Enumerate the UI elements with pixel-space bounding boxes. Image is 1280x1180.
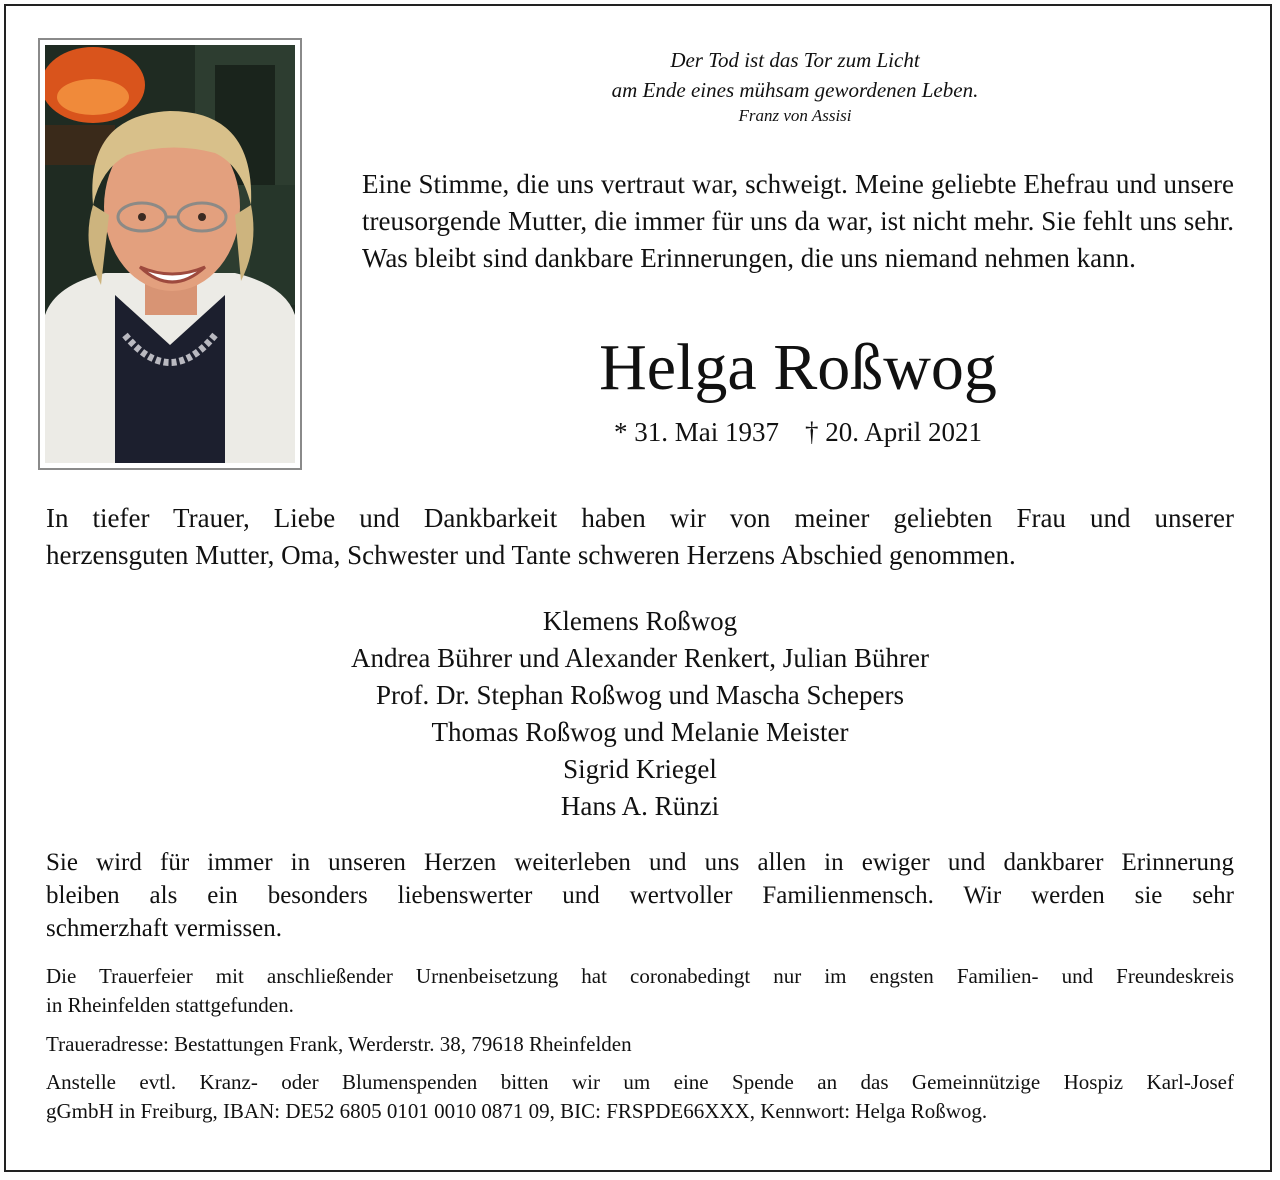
ceremony-line-1: Die Trauerfeier mit anschließender Urnenbeisetzung hat coronabedingt nur im engsten Familien- und Freundeskreis — [46, 964, 1234, 988]
mourning-address — [46, 1030, 1234, 1059]
intro-text: Eine Stimme, die uns vertraut war, schweigt. Meine geliebte Ehefrau und unsere treusorgende Mutter, die immer für uns da war, ist nicht mehr. Sie fehlt uns sehr. Was bleibt sind dankbare Erinnerungen, die uns niemand nehmen kann. — [362, 169, 1234, 273]
mourners-list — [240, 603, 1040, 825]
ceremony-notice — [46, 962, 1234, 1020]
quote-line-2: am Ende eines mühsam gewordenen Leben. — [611, 78, 979, 102]
donation-line-2: gGmbH in Freiburg, IBAN: DE52 6805 0101 0010 0871 09, BIC: FRSPDE66XXX, Kennwort: Helga Roßwog. — [46, 1099, 988, 1123]
death-date: † 20. April 2021 — [804, 417, 982, 447]
mourner-name: Prof. Dr. Stephan Roßwog und Mascha Schepers — [376, 680, 904, 710]
remembrance-text — [46, 846, 1234, 945]
quote-author: Franz von Assisi — [738, 106, 852, 125]
address-line: Traueradresse: Bestattungen Frank, Werderstr. 38, 79618 Rheinfelden — [46, 1032, 632, 1056]
remembrance-line-1: Sie wird für immer in unseren Herzen weiterleben und uns allen in ewiger und dankbarer Erinnerung — [46, 849, 1234, 876]
portrait-photo-icon — [45, 45, 295, 463]
remembrance-line-2: bleiben als ein besonders liebenswerter und wertvoller Familienmensch. Wir werden sie sehr — [46, 882, 1234, 909]
mourner-name: Thomas Roßwog und Melanie Meister — [431, 717, 849, 747]
donation-notice — [46, 1068, 1234, 1126]
announcement-text — [46, 500, 1234, 574]
announcement-line-1: In tiefer Trauer, Liebe und Dankbarkeit haben wir von meiner geliebten Frau und unserer — [46, 503, 1234, 533]
mourner-name: Andrea Bührer und Alexander Renkert, Julian Bührer — [350, 643, 930, 673]
birth-date: * 31. Mai 1937 — [613, 417, 779, 447]
quote-line-1: Der Tod ist das Tor zum Licht — [670, 48, 920, 72]
life-dates — [362, 414, 1234, 450]
mourner-name: Sigrid Kriegel — [563, 754, 717, 784]
mourner-name: Klemens Roßwog — [542, 606, 738, 636]
mourner-name: Hans A. Rünzi — [560, 791, 720, 821]
ceremony-line-2: in Rheinfelden stattgefunden. — [46, 993, 294, 1017]
donation-line-1: Anstelle evtl. Kranz- oder Blumenspenden bitten wir um eine Spende an das Gemeinnützige Hospiz Karl-Josef — [46, 1070, 1234, 1094]
deceased-name: Helga Roßwog — [599, 331, 997, 404]
remembrance-line-3: schmerzhaft vermissen. — [46, 915, 283, 942]
portrait-photo — [38, 38, 302, 470]
announcement-line-2: herzensguten Mutter, Oma, Schwester und Tante schweren Herzens Abschied genommen. — [46, 540, 1016, 570]
